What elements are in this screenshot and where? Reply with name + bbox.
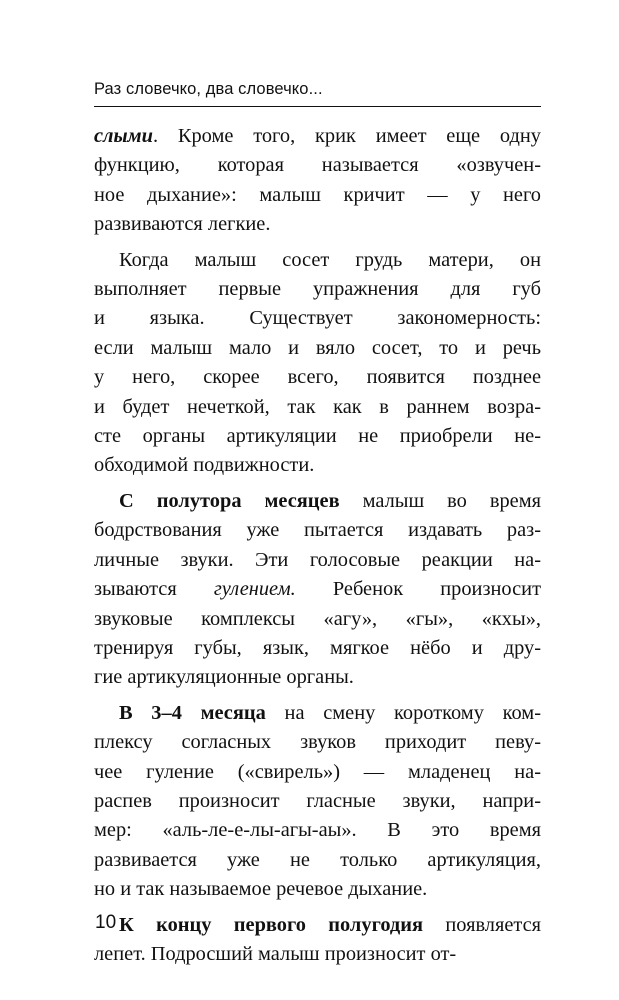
text-run: чее гуление («свирель») — младенец на- [94, 760, 541, 783]
text-run: мер: «аль-ле-е-лы-агы-аы». В это время [94, 819, 541, 842]
paragraph-5 [94, 911, 541, 970]
paragraph-2 [94, 246, 541, 481]
page-number: 10 [95, 912, 117, 933]
emphasized-text: В 3–4 месяца [119, 701, 266, 724]
header-rule [94, 106, 541, 107]
text-line [94, 246, 541, 275]
text-line [94, 546, 541, 575]
text-run: Ребенок произносит [295, 578, 541, 601]
text-run: малыш во время [339, 489, 541, 512]
text-line [94, 911, 541, 940]
text-line [94, 334, 541, 363]
text-line [94, 275, 541, 304]
text-run: звуковые комплексы «агу», «гы», «кхы», [94, 607, 541, 630]
text-run: гие артикуляционные органы. [94, 666, 354, 689]
text-line [94, 728, 541, 757]
text-run: тренируя губы, язык, мягкое нёбо и дру- [94, 636, 541, 659]
emphasized-text: С полутора месяцев [119, 489, 340, 512]
text-line [94, 451, 541, 480]
text-run: сте органы артикуляции не приобрели не- [94, 425, 541, 448]
text-line [94, 758, 541, 787]
text-line [94, 699, 541, 728]
text-line [94, 787, 541, 816]
paragraph-4 [94, 699, 541, 905]
text-run: и языка. Существует закономерность: [94, 307, 541, 330]
text-run: появляется [423, 913, 541, 936]
text-run: у него, скорее всего, появится позднее [94, 366, 541, 389]
text-line [94, 816, 541, 845]
emphasized-text: гулением. [213, 578, 296, 601]
text-line [94, 122, 541, 151]
text-run: и будет нечеткой, так как в раннем возра- [94, 395, 541, 418]
text-run: лепет. Подросший малыш произносит от- [94, 942, 457, 965]
body-text [94, 122, 541, 975]
text-line [94, 634, 541, 663]
text-line [94, 875, 541, 904]
text-run: функцию, которая называется «озвучен- [94, 154, 541, 177]
text-line [94, 487, 541, 516]
text-line [94, 846, 541, 875]
text-run: выполняет первые упражнения для губ [94, 278, 541, 301]
running-head: Раз словечко, два словечко... [94, 80, 323, 98]
text-line [94, 605, 541, 634]
text-run: на смену короткому ком- [265, 701, 541, 724]
text-run: развиваются легкие. [94, 213, 271, 236]
text-run: ное дыхание»: малыш кричит — у него [94, 183, 541, 206]
text-line [94, 181, 541, 210]
text-run: плексу согласных звуков приходит певу- [94, 731, 541, 754]
text-line [94, 516, 541, 545]
text-line [94, 575, 541, 604]
text-run: личные звуки. Эти голосовые реакции на- [94, 548, 541, 571]
text-run: Когда малыш сосет грудь матери, он [119, 248, 541, 271]
text-run: развивается уже не только артикуляция, [94, 848, 541, 871]
paragraph-3 [94, 487, 541, 693]
emphasized-text: К концу первого полугодия [119, 913, 424, 936]
text-run: бодрствования уже пытается издавать раз- [94, 519, 541, 542]
paragraph-1 [94, 122, 541, 240]
text-run: распев произносит гласные звуки, напри- [94, 789, 541, 812]
text-line [94, 210, 541, 239]
text-run: зываются [94, 578, 214, 601]
text-line [94, 393, 541, 422]
text-line [94, 151, 541, 180]
text-line [94, 940, 541, 969]
emphasized-text: слыми [94, 125, 153, 147]
text-run: обходимой подвижности. [94, 454, 315, 477]
text-line [94, 422, 541, 451]
text-run: . Кроме того, крик имеет еще одну [152, 125, 541, 147]
text-line [94, 304, 541, 333]
text-run: если малыш мало и вяло сосет, то и речь [94, 336, 541, 359]
text-line [94, 363, 541, 392]
text-run: но и так называемое речевое дыхание. [94, 878, 428, 901]
text-line [94, 663, 541, 692]
